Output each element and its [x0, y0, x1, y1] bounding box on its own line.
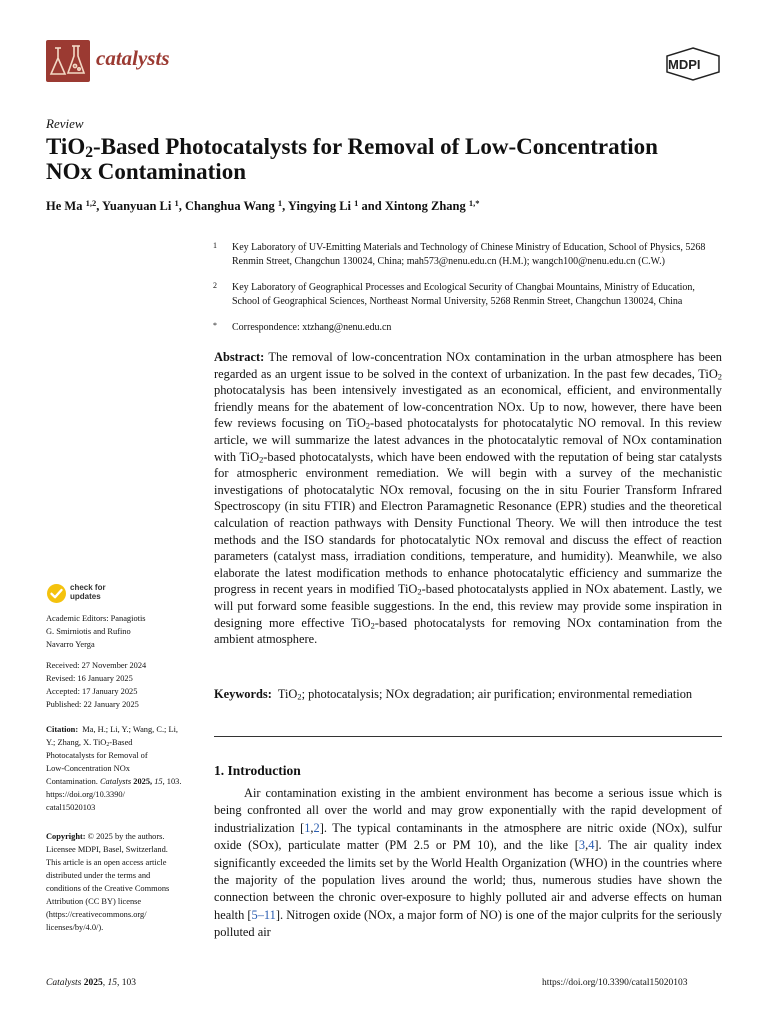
article-title: TiO$_2$-Based Photocatalysts for Removal of Low-Concentration NOx Contamination	[46, 134, 658, 184]
affiliation-marker: 1	[213, 241, 217, 250]
author[interactable]: Yuanyuan Li $^1$	[102, 198, 179, 213]
journal-logo	[46, 40, 90, 82]
section-heading: 1. Introduction	[214, 763, 301, 778]
author[interactable]: Changhua Wang $^1$	[185, 198, 283, 213]
author[interactable]: Yingying Li $^1$	[287, 198, 359, 213]
copyright-block: Copyright: © 2025 by the authors. Licensee MDPI, Basel, Switzerland. This article is an open access article distributed under the terms and conditions of the Creative Commons Attribution (CC BY) license (https://creativecommons.org/ licenses/by/4.0/).	[46, 830, 206, 934]
citation-link[interactable]: 2	[313, 820, 320, 835]
abstract-label: Abstract:	[214, 350, 265, 364]
citation-link[interactable]: 4	[588, 838, 595, 853]
revised-date: Revised: 16 January 2025	[46, 674, 133, 683]
author[interactable]: Xintong Zhang $^{1,*}$	[384, 198, 480, 213]
keywords: Keywords: TiO$_2$; photocatalysis; NOx degradation; air purification; environmental remediation	[214, 687, 693, 702]
introduction-paragraph: Air contamination existing in the ambient environment has become a serious issue which is being confronted all over the world and may grow exponentially with the rapid development of industrialization [1,2]. The typical contaminants in the atmosphere are nitric oxide (NOx), sulfur oxide (SOx), particulate matter (PM 2.5 or PM 10), and the like [3,4]. The air quality index significantly exceeded the limits set by the World Health Organization (WHO) in the countries where the majority of the population lives around the world; thus, numerous studies have shown the connection between the chronic over-exposure to highly polluted air and adverse effects on human health [5–11]. Nitrogen oxide (NOx, a major form of NO) is one of the major culprits for the seriously polluted air	[214, 786, 722, 940]
affiliation-marker: *	[213, 321, 217, 330]
footer-citation: Catalysts 2025, 15, 103	[46, 978, 136, 988]
affiliation-text: Key Laboratory of Geographical Processes and Ecological Security of Changbai Mountains, Ministry of Education, School of Geographical Sciences, Northeast Normal University, 5268 Renmin Street, Changchun 130024, China	[232, 282, 695, 307]
correspondence	[213, 321, 713, 335]
publisher-name: MDPI	[668, 57, 701, 72]
check-for-updates-label[interactable]: check for updates	[70, 583, 106, 601]
correspondence-text[interactable]: Correspondence: xtzhang@nenu.edu.cn	[232, 322, 392, 333]
keywords-label: Keywords:	[214, 687, 272, 701]
citation-link[interactable]: 3	[578, 838, 586, 853]
author[interactable]: He Ma $^{1,2}$	[46, 198, 97, 213]
affiliation-2	[213, 281, 713, 308]
published-date: Published: 22 January 2025	[46, 700, 139, 709]
affiliation-marker: 2	[213, 281, 217, 290]
section-divider	[214, 736, 722, 737]
article-type: Review	[46, 116, 84, 131]
check-for-updates-icon[interactable]	[46, 583, 67, 604]
journal-name[interactable]: catalysts	[96, 46, 170, 70]
received-date: Received: 27 November 2024	[46, 661, 147, 670]
license-link[interactable]: (https://creativecommons.org/ licenses/by/4.0/).	[46, 910, 147, 932]
citation-block: Citation: Ma, H.; Li, Y.; Wang, C.; Li, Y.; Zhang, X. TiO$_2$-Based Photocatalysts for Removal of Low-Concentration NOx Contamination. Catalysts 2025, 15, 103. https://doi.org/10.3390/ catal15020103	[46, 723, 206, 814]
publication-dates	[46, 659, 206, 711]
affiliation-1	[213, 241, 713, 268]
citation-link[interactable]: 1	[304, 820, 311, 835]
affiliation-text: Key Laboratory of UV-Emitting Materials and Technology of Chinese Ministry of Education, School of Physics, 5268 Renmin Street, Changchun 130024, China; mah573@nenu.edu.cn (H.M.); wangch100@nenu.edu.cn (C.W.)	[232, 242, 706, 267]
academic-editors: Academic Editors: Panagiotis G. Smirniotis and Rufino Navarro Yerga	[46, 614, 146, 649]
citation-link[interactable]: 5–11	[251, 907, 276, 922]
flask-icon	[46, 40, 90, 82]
author-list: He Ma $^{1,2}$, Yuanyuan Li $^1$, Changhua Wang $^1$, Yingying Li $^1$ and Xintong Zhang $^{1,*}$	[46, 198, 480, 213]
footer-doi-link[interactable]: https://doi.org/10.3390/catal15020103	[542, 978, 688, 988]
accepted-date: Accepted: 17 January 2025	[46, 687, 138, 696]
citation-doi-link[interactable]: https://doi.org/10.3390/ catal15020103	[46, 790, 125, 812]
abstract: Abstract: The removal of low-concentration NOx contamination in the urban atmosphere has been regarded as an urgent issue to be solved in the context of urbanization. In the past few decades, TiO$_2$ photocatalysis has been intensively investigated as an economical, efficient, and environmentally friendly means for the abatement of low-concentration NOx. Up to now, however, there have been few reviews focusing on TiO$_2$-based photocatalysts for photocatalytic NO removal. In this review article, we will summarize the latest advances in the photocatalytic removal of NOx contamination with TiO$_2$-based photocatalysts, which have been endowed with the reputation of being star catalysts for atmospheric environment remediation. We will begin with a survey of the mechanistic investigations of photocatalytic NOx removal, focusing on the in situ Fourier Transform Infrared Spectroscopy (in situ FTIR) and Electron Paramagnetic Resonance (EPR) studies and the theoretical calculation of reaction pathways with Density Functional Theory. We will then introduce the test methods and the ISO standards for photocatalytic NOx removal and discuss the effect of reaction parameters (catalyst mass, irradiation conditions, temperature, and humidity). Meanwhile, we also elaborate the latest modification methods to enhance photocatalytic efficiency and summarize the progress in recent years in modified TiO$_2$-based photocatalysts applied in NOx abatement. Lastly, we will put forward some feasible suggestions. In the end, this review may provide some inspiration in designing more effective TiO$_2$-based photocatalysts for removing NOx contamination from the ambient atmosphere.	[214, 350, 723, 647]
